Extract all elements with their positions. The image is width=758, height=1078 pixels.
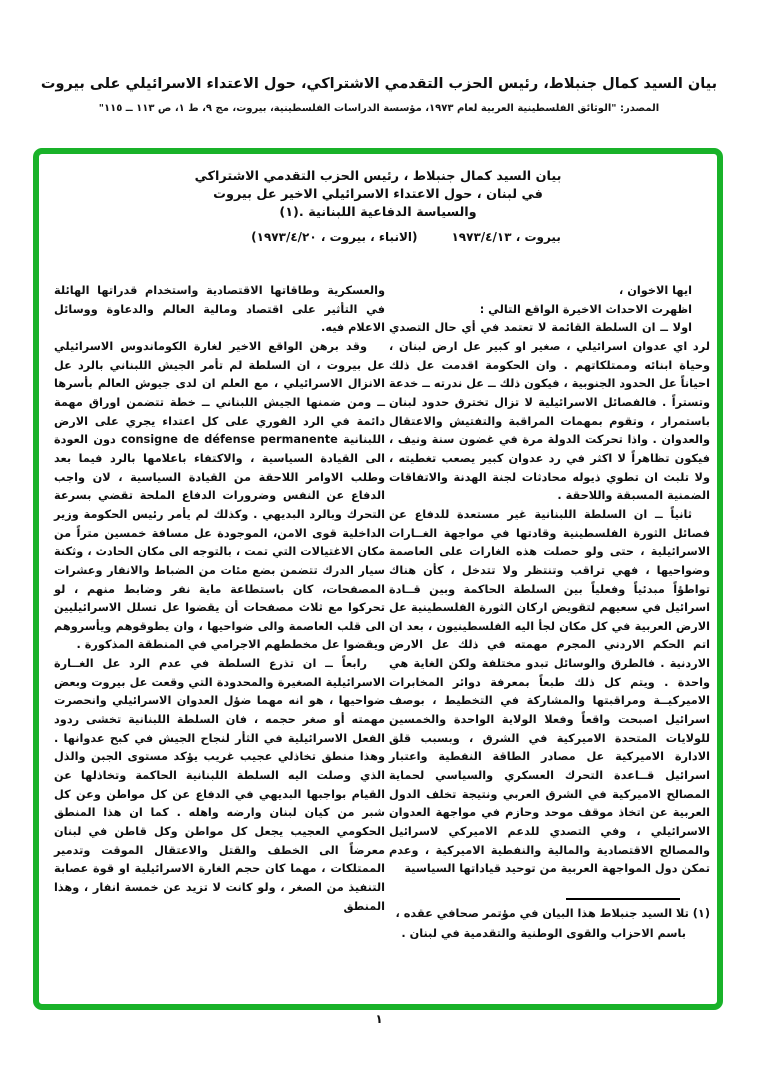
paragraph-commando-raid: وقد برهن الواقع الاخير لغارة الكوماندوس الاسرائيلي عل بيروت ، ان السلطة لم تأمر الجيش اللبناني بالرد عل الانزال الاسرائيلي ، مع العلم ان لدى جيوش العالم بأسرها ــ ومن ضمنها الجيش اللبناني ــ خطة تتضمن اوراق مهمة دائمة في الرد الفوري على كل اعتداء يجري على الارض اللبنانية consigne de défense permanente دون العودة الى القيادة السياسية ، والاكتفاء باعلامها بالرد فيما بعد وطلب الاوامر اللاحقة من القيادة السياسية ، لان واجب الدفاع عن النفس وضرورات الدفاع الملحة تقضي بسرعة التحرك وبالرد البديهي . وكذلك لم يأمر رئيس الحكومة وزير الداخلية قوى الامن، الموجودة عل مسافة خمسين متراً من مكان الاغتيالات التي تمت ، بالتوجه الى مكان الحادث ، وثكنة سيار الدرك تتضمن بضع مئات من الضباط والانفار وعشرات المصفحات، كان باستطاعة ماية نفر وضابط منهم ، لو تحركوا مع ثلاث مصفحات أن يقضوا عل تسلل الاسرائيليين الى قلب العاصمة والى ضواحيها ، وان يطوقوهم ويأسروهم ويقضوا عل مخططهم الاجرامي في المنطقة المذكورة . xyxy=(54,339,385,652)
dateline-source-ref: (الانباء ، بيروت ، ١٩٧٣/٤/٢٠) xyxy=(251,230,418,244)
footnote-separator-rule xyxy=(566,898,680,900)
paragraph-second: ثانياً ــ ان السلطة اللبنانية غير مستعدة للدفاع عن فصائل الثورة الفلسطينية وقادتها في مواجهة الغــارات الاسرائيلية ، حتى ولو حصلت هذه الغارات على العاصمة وضواحيها ، فهي تراقب وتنتظر ولا تتدخل ، كأن هناك تواطؤاً مبدئياً وفعلياً بين السلطة الحاكمة وبين قــادة اسرائيل في سعيهم لتقويض اركان الثورة الفلسطينية عل الارض العربية في كل مكان لجأ اليه الفلسطينيون ، بعد ان اتم الحكم الاردني المجرم مهمته في ذلك عل الارض الاردنية . فالطرق والوسائل تبدو مختلفة ولكن الغاية هي واحدة . ويتم كل ذلك طبعاً بمعرفة دوائر المخابرات الاميركيــة ومراقبتها والمشاركة في التخطيط ، بوصف اسرائيل اصبحت واقعاً وفعلا الولاية الواحدة والخمسين للولايات المتحدة الاميركية في الشرق ، وبسبب قلق الادارة الاميركية عل مصادر الطاقة النفطية واعتبار اسرائيل قــاعدة التحرك العسكري والسياسي لحماية المصالح الاميركية في الشرق العربي ونتيجة تخلف الدول العربية عن اتخاذ موقف موحد وحازم في مواجهة العدوان الاسرائيلي ، وفي التصدي للدعم الاميركي لاسرائيل والمصالح الاقتصادية والمالية والنفطية الاميركية ، وعدم تمكن دول المواجهة العربية من توحيد قياداتها السياسية xyxy=(389,507,710,876)
page-header-title: بيان السيد كمال جنبلاط، رئيس الحزب التقدمي الاشتراكي، حول الاعتداء الاسرائيلي على بيروت xyxy=(40,76,718,92)
document-title-line-2: في لبنان ، حول الاعتداء الاسرائيلي الاخير عل بيروت xyxy=(213,186,543,202)
paragraph-fourth: رابعاً ــ ان تذرع السلطة في عدم الرد عل الغــارة الاسرائيلية الصغيرة والمحدودة التي وقعت عل بيروت وبعض ضواحيها ، هو انه مهما ضؤل العدوان الاسرائيلي وانحصرت مهمته أو صغر حجمه ، فان السلطة اللبنانية تخشى ردود الفعل الاسرائيلية في الثأر لنجاح الجيش في كبح عدوانها . وهذا منطق تخاذلي عجيب غريب يؤكد مستوى الجبن والذل الذي وصلت اليه السلطة اللبنانية الحاكمة وتخاذلها عن القيام بواجبها البديهي في الدفاع عن كل مواطن وعن كل شبر من كيان لبنان وارضه واهله . كما ان هذا المنطق الحكومي العجيب يجعل كل مواطن وكل قاطن في لبنان معرضاً الى الخطف والقتل والاعتقال الموقت وتدمير الممتلكات ، مهما كان حجم الغارة الاسرائيلية او قوة عصابة التنفيذ من الصغر ، ولو كانت لا تزيد عن خمسة انفار ، وهذا المنطق xyxy=(54,657,385,913)
document-title xyxy=(39,168,717,221)
body-column-left xyxy=(54,282,385,916)
document-title-line-3: والسياسة الدفاعية اللبنانية .(١) xyxy=(279,204,477,220)
paragraph-continuation: والعسكرية وطاقاتها الاقتصادية واستخدام قدراتها الهائلة في التأثير على اقتصاد ومالية العالم والدعاوة ووسائل الاعلام فيه. xyxy=(54,284,385,335)
paragraph-first: اولا ــ ان السلطة القائمة لا تعتمد في أي حال التصدي لرد اي عدوان اسرائيلي ، صغير او كبير عل ارض لبنان ، وحياة ابنائه وممتلكاتهم . وان الحكومة اقدمت عل ذلك احياناً عل الحدود الجنوبية ، فيكون ذلك ــ عل ندرته ــ خدعة وتستراً . فالفصائل الاسرائيلية لا تزال تخترق حدود لبنان باستمرار ، وتقوم بمهمات المراقبة والتفتيش والاعتقال والعدوان . واذا تحركت الدولة مرة في غضون سنة ونيف ، فيكون تظاهراً لا اكثر في رد عدوان كبير يصعب تغطيته ، ولا تلبث ان تطوي ذيوله محادثات لجنة الهدنة والاتفاقات الضمنية المسبقة واللاحقة . xyxy=(389,321,710,503)
footnote-line-2: باسم الاحزاب والقوى الوطنية والتقدمية في لبنان . xyxy=(401,926,686,940)
dateline-place-date: بيروت ، ١٩٧٣/٤/١٣ xyxy=(451,230,561,244)
page-header-source: المصدر: "الوثائق الفلسطينية العربية لعام ١٩٧٣، مؤسسة الدراسات الفلسطينية، بيروت، مج ٩، ط ١، ص ١١٣ ــ ١١٥" xyxy=(98,103,660,114)
paragraph-intro: اظهرت الاحداث الاخيرة الواقع التالي : xyxy=(479,302,692,316)
document-dateline xyxy=(67,230,745,244)
document-title-line-1: بيان السيد كمال جنبلاط ، رئيس الحزب التقدمي الاشتراكي xyxy=(194,169,562,184)
document-green-frame xyxy=(33,148,723,1010)
body-column-right xyxy=(389,282,710,879)
paragraph-salutation: ايها الاخوان ، xyxy=(619,284,692,297)
footnote xyxy=(389,898,710,943)
footnote-line-1: (١) تلا السيد جنبلاط هذا البيان في مؤتمر صحافي عقده ، xyxy=(395,907,710,920)
page-number: ١ xyxy=(375,1012,383,1026)
